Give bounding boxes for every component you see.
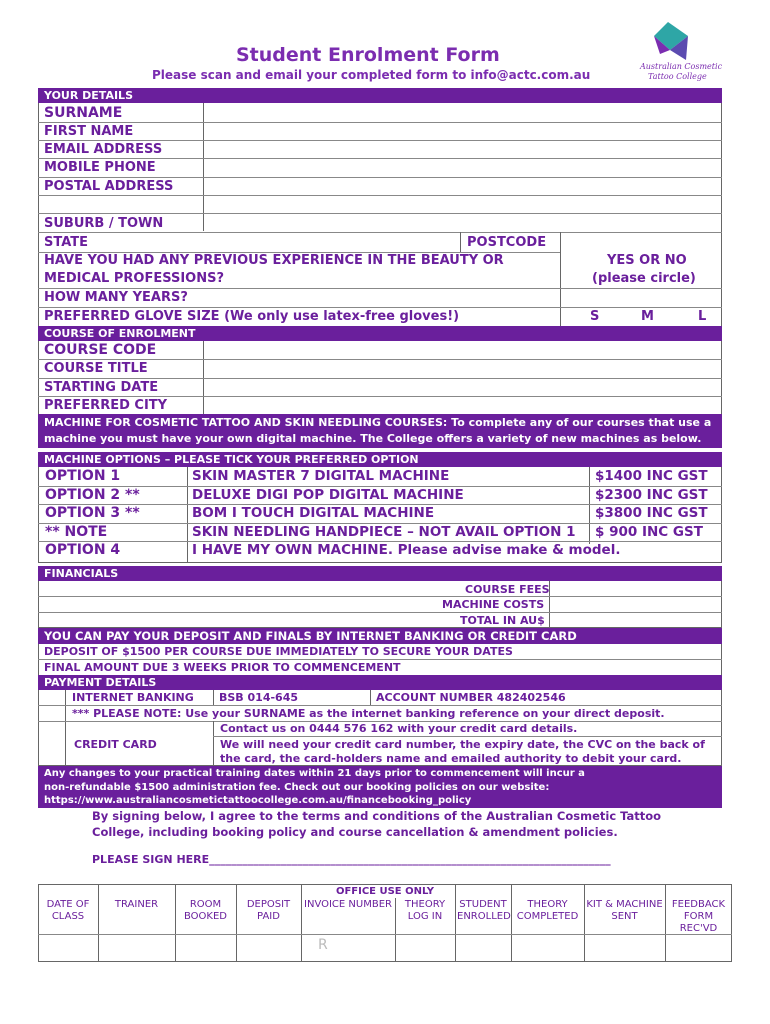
payment-details-heading: PAYMENT DETAILS — [38, 675, 722, 690]
glove-size-l[interactable]: L — [698, 309, 707, 324]
machine-option-name: DELUXE DIGI POP DIGITAL MACHINE — [192, 487, 464, 503]
contact-text: Contact us on 0444 576 162 with your credit card details. — [220, 722, 578, 735]
mobile-label: MOBILE PHONE — [44, 160, 156, 175]
office-col-header: ROOM BOOKED — [183, 899, 227, 922]
your-details-heading: YOUR DETAILS — [38, 88, 722, 103]
changes-notice — [38, 766, 722, 808]
signature-line[interactable]: PLEASE SIGN HERE_________________________________________________________________________ — [92, 853, 611, 866]
office-col-header: DEPOSIT PAID — [246, 899, 291, 922]
machine-note — [38, 414, 722, 448]
email-label: EMAIL ADDRESS — [44, 142, 163, 157]
starting-date-label: STARTING DATE — [44, 380, 159, 395]
final-amount-text: FINAL AMOUNT DUE 3 WEEKS PRIOR TO COMMENCEMENT — [44, 661, 401, 674]
machine-option-label[interactable]: ** NOTE — [45, 524, 108, 540]
machine-option-price: $ 900 INC GST — [595, 524, 703, 540]
machine-costs-label: MACHINE COSTS — [442, 598, 545, 611]
changes-line-1: Any changes to your practical training dates within 21 days prior to commencement will incur a — [44, 768, 585, 779]
glove-size-s[interactable]: S — [590, 309, 600, 324]
office-col-header: INVOICE NUMBER — [304, 899, 392, 910]
internet-banking-label: INTERNET BANKING — [72, 691, 194, 704]
deposit-text: DEPOSIT OF $1500 PER COURSE DUE IMMEDIATELY TO SECURE YOUR DATES — [44, 645, 513, 658]
experience-label-1: HAVE YOU HAD ANY PREVIOUS EXPERIENCE IN THE BEAUTY OR — [44, 253, 504, 268]
course-code-label: COURSE CODE — [44, 342, 157, 358]
machine-option-label[interactable]: OPTION 3 ** — [45, 505, 140, 521]
college-logo — [640, 20, 723, 84]
office-col-header: FEEDBACK FORM REC'VD — [671, 899, 726, 934]
course-fees-label: COURSE FEES — [465, 583, 550, 596]
machine-option-price: $2300 INC GST — [595, 487, 708, 503]
machine-option-price: $3800 INC GST — [595, 505, 708, 521]
first-name-label: FIRST NAME — [44, 124, 134, 139]
office-col-header: THEORY COMPLETED — [516, 899, 579, 922]
experience-label-2: MEDICAL PROFESSIONS? — [44, 271, 225, 286]
office-col-header: KIT & MACHINE SENT — [586, 899, 663, 922]
state-label: STATE — [44, 235, 89, 250]
machine-option-name: I HAVE MY OWN MACHINE. Please advise make & model. — [192, 542, 621, 558]
machine-options-heading: MACHINE OPTIONS – PLEASE TICK YOUR PREFERRED OPTION — [38, 452, 722, 467]
agreement-line-2: College, including booking policy and course cancellation & amendment policies. — [92, 825, 618, 839]
postal-label: POSTAL ADDRESS — [44, 179, 174, 194]
preferred-city-label: PREFERRED CITY — [44, 398, 168, 413]
financials-heading: FINANCIALS — [38, 566, 722, 581]
years-label: HOW MANY YEARS? — [44, 290, 188, 305]
office-mark: R — [318, 937, 328, 953]
account-number-text: ACCOUNT NUMBER 482402546 — [376, 691, 566, 704]
financials-table — [38, 581, 722, 628]
please-circle-label: (please circle) — [592, 271, 696, 286]
pay-options-heading: YOU CAN PAY YOUR DEPOSIT AND FINALS BY INTERNET BANKING OR CREDIT CARD — [38, 628, 722, 644]
total-label: TOTAL IN AU$ — [460, 614, 545, 627]
machine-option-price: $1400 INC GST — [595, 468, 708, 484]
office-col-header: STUDENT ENROLLED — [457, 899, 511, 922]
surname-label: SURNAME — [44, 105, 123, 121]
yes-no-label: YES OR NO — [607, 253, 687, 268]
machine-option-name: SKIN MASTER 7 DIGITAL MACHINE — [192, 468, 450, 484]
office-col-header: THEORY LOG IN — [404, 899, 446, 922]
machine-option-label[interactable]: OPTION 2 ** — [45, 487, 140, 503]
machine-option-label[interactable]: OPTION 1 — [45, 468, 121, 484]
machine-option-name: BOM I TOUCH DIGITAL MACHINE — [192, 505, 435, 521]
agreement-line-1: By signing below, I agree to the terms and conditions of the Australian Cosmetic Tattoo — [92, 809, 662, 823]
glove-size-m[interactable]: M — [641, 309, 654, 324]
credit-card-info-1: We will need your credit card number, the expiry date, the CVC on the back of — [220, 738, 705, 751]
suburb-label: SUBURB / TOWN — [44, 216, 164, 231]
credit-card-label: CREDIT CARD — [74, 738, 157, 751]
page-subtitle: Please scan and email your completed form to info@actc.com.au — [152, 68, 591, 82]
glove-size-label: PREFERRED GLOVE SIZE (We only use latex-free gloves!) — [44, 309, 460, 324]
logo-text-2: Tattoo College — [648, 72, 707, 81]
page-title: Student Enrolment Form — [236, 44, 500, 66]
machine-option-label[interactable]: OPTION 4 — [45, 542, 121, 558]
office-col-header: TRAINER — [114, 899, 159, 910]
changes-line-2: non-refundable $1500 administration fee. Check out our booking policies on our website: — [44, 781, 550, 793]
course-heading: COURSE OF ENROLMENT — [38, 326, 722, 341]
logo-diamond-icon — [640, 20, 720, 62]
bsb-text: BSB 014-645 — [219, 691, 299, 704]
course-title-label: COURSE TITLE — [44, 361, 148, 376]
surname-reference-note: *** PLEASE NOTE: Use your SURNAME as the internet banking reference on your direct deposit. — [72, 707, 665, 720]
office-col-header: DATE OF CLASS — [46, 899, 90, 922]
machine-note-line-2: machine you must have your own digital machine. The College offers a variety of new machines as below. — [44, 432, 702, 445]
machine-note-line-1: MACHINE FOR COSMETIC TATTOO AND SKIN NEEDLING COURSES: To complete any of our courses that use a — [44, 416, 712, 429]
credit-card-info-2: the card, the card-holders name and emailed authority to debit your card. — [220, 752, 682, 765]
agreement-text — [92, 808, 661, 840]
postcode-label: POSTCODE — [467, 235, 547, 250]
machine-option-name: SKIN NEEDLING HANDPIECE – NOT AVAIL OPTION 1 — [192, 524, 576, 540]
office-use-heading: OFFICE USE ONLY — [335, 886, 435, 897]
logo-text-1: Australian Cosmetic — [640, 62, 723, 71]
booking-policy-link[interactable]: https://www.australiancosmetictattoocollege.com.au/financebooking_policy — [44, 795, 472, 806]
